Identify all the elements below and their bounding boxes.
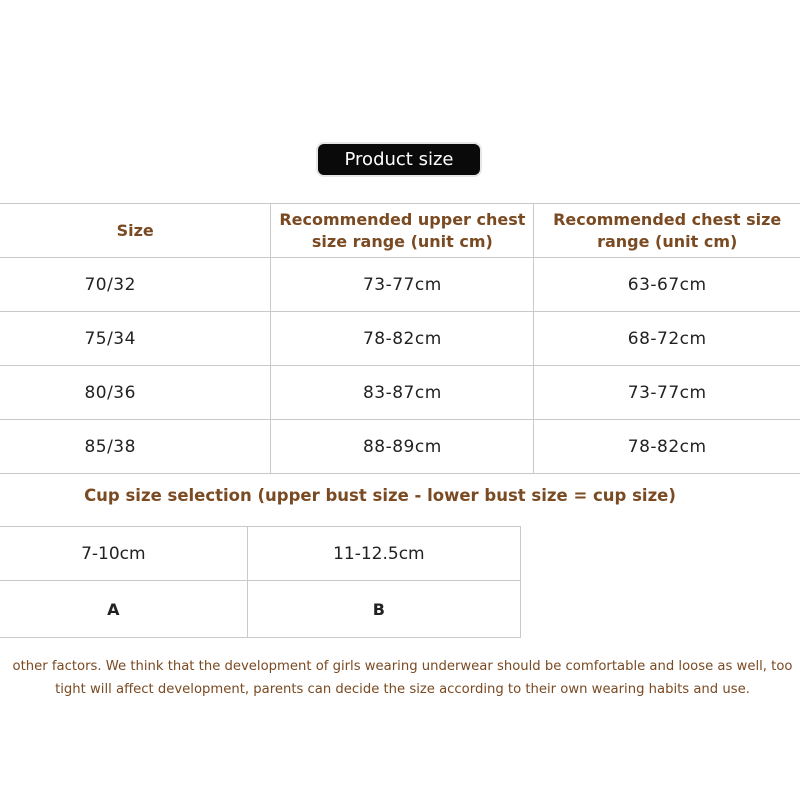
size-table-header: [0, 204, 800, 258]
table-row: [0, 527, 521, 581]
cup-letter-cell: B: [247, 581, 520, 638]
cup-range-cell: 11-12.5cm: [247, 527, 520, 581]
upper-chest-cell: 88-89cm: [271, 420, 534, 474]
chest-cell: 68-72cm: [534, 312, 800, 366]
table-row: [0, 581, 521, 638]
table-row: [0, 312, 800, 366]
size-cell: 85/38: [0, 420, 271, 474]
cup-size-title: Cup size selection (upper bust size - lower bust size = cup size): [84, 486, 676, 505]
table-row: [0, 258, 800, 312]
header-chest: Recommended chest size range (unit cm): [534, 204, 800, 258]
chest-cell: 78-82cm: [534, 420, 800, 474]
size-cell: 80/36: [0, 366, 271, 420]
upper-chest-cell: 73-77cm: [271, 258, 534, 312]
upper-chest-cell: 78-82cm: [271, 312, 534, 366]
header-upper-chest: Recommended upper chest size range (unit cm): [271, 204, 534, 258]
size-cell: 70/32: [0, 258, 271, 312]
cup-letter-cell: A: [0, 581, 247, 638]
cup-table: [0, 526, 521, 638]
size-table: [0, 203, 800, 474]
chest-cell: 63-67cm: [534, 258, 800, 312]
sizing-note: other factors. We think that the development of girls wearing underwear should be comfortable and loose as well, too tight will affect development, parents can decide the size according to their own wearing habits and use.: [12, 659, 793, 697]
chest-cell: 73-77cm: [534, 366, 800, 420]
cup-range-cell: 7-10cm: [0, 527, 247, 581]
size-cell: 75/34: [0, 312, 271, 366]
header-size: Size: [0, 204, 271, 258]
upper-chest-cell: 83-87cm: [271, 366, 534, 420]
product-size-badge: Product size: [318, 144, 480, 175]
table-row: [0, 366, 800, 420]
table-row: [0, 420, 800, 474]
